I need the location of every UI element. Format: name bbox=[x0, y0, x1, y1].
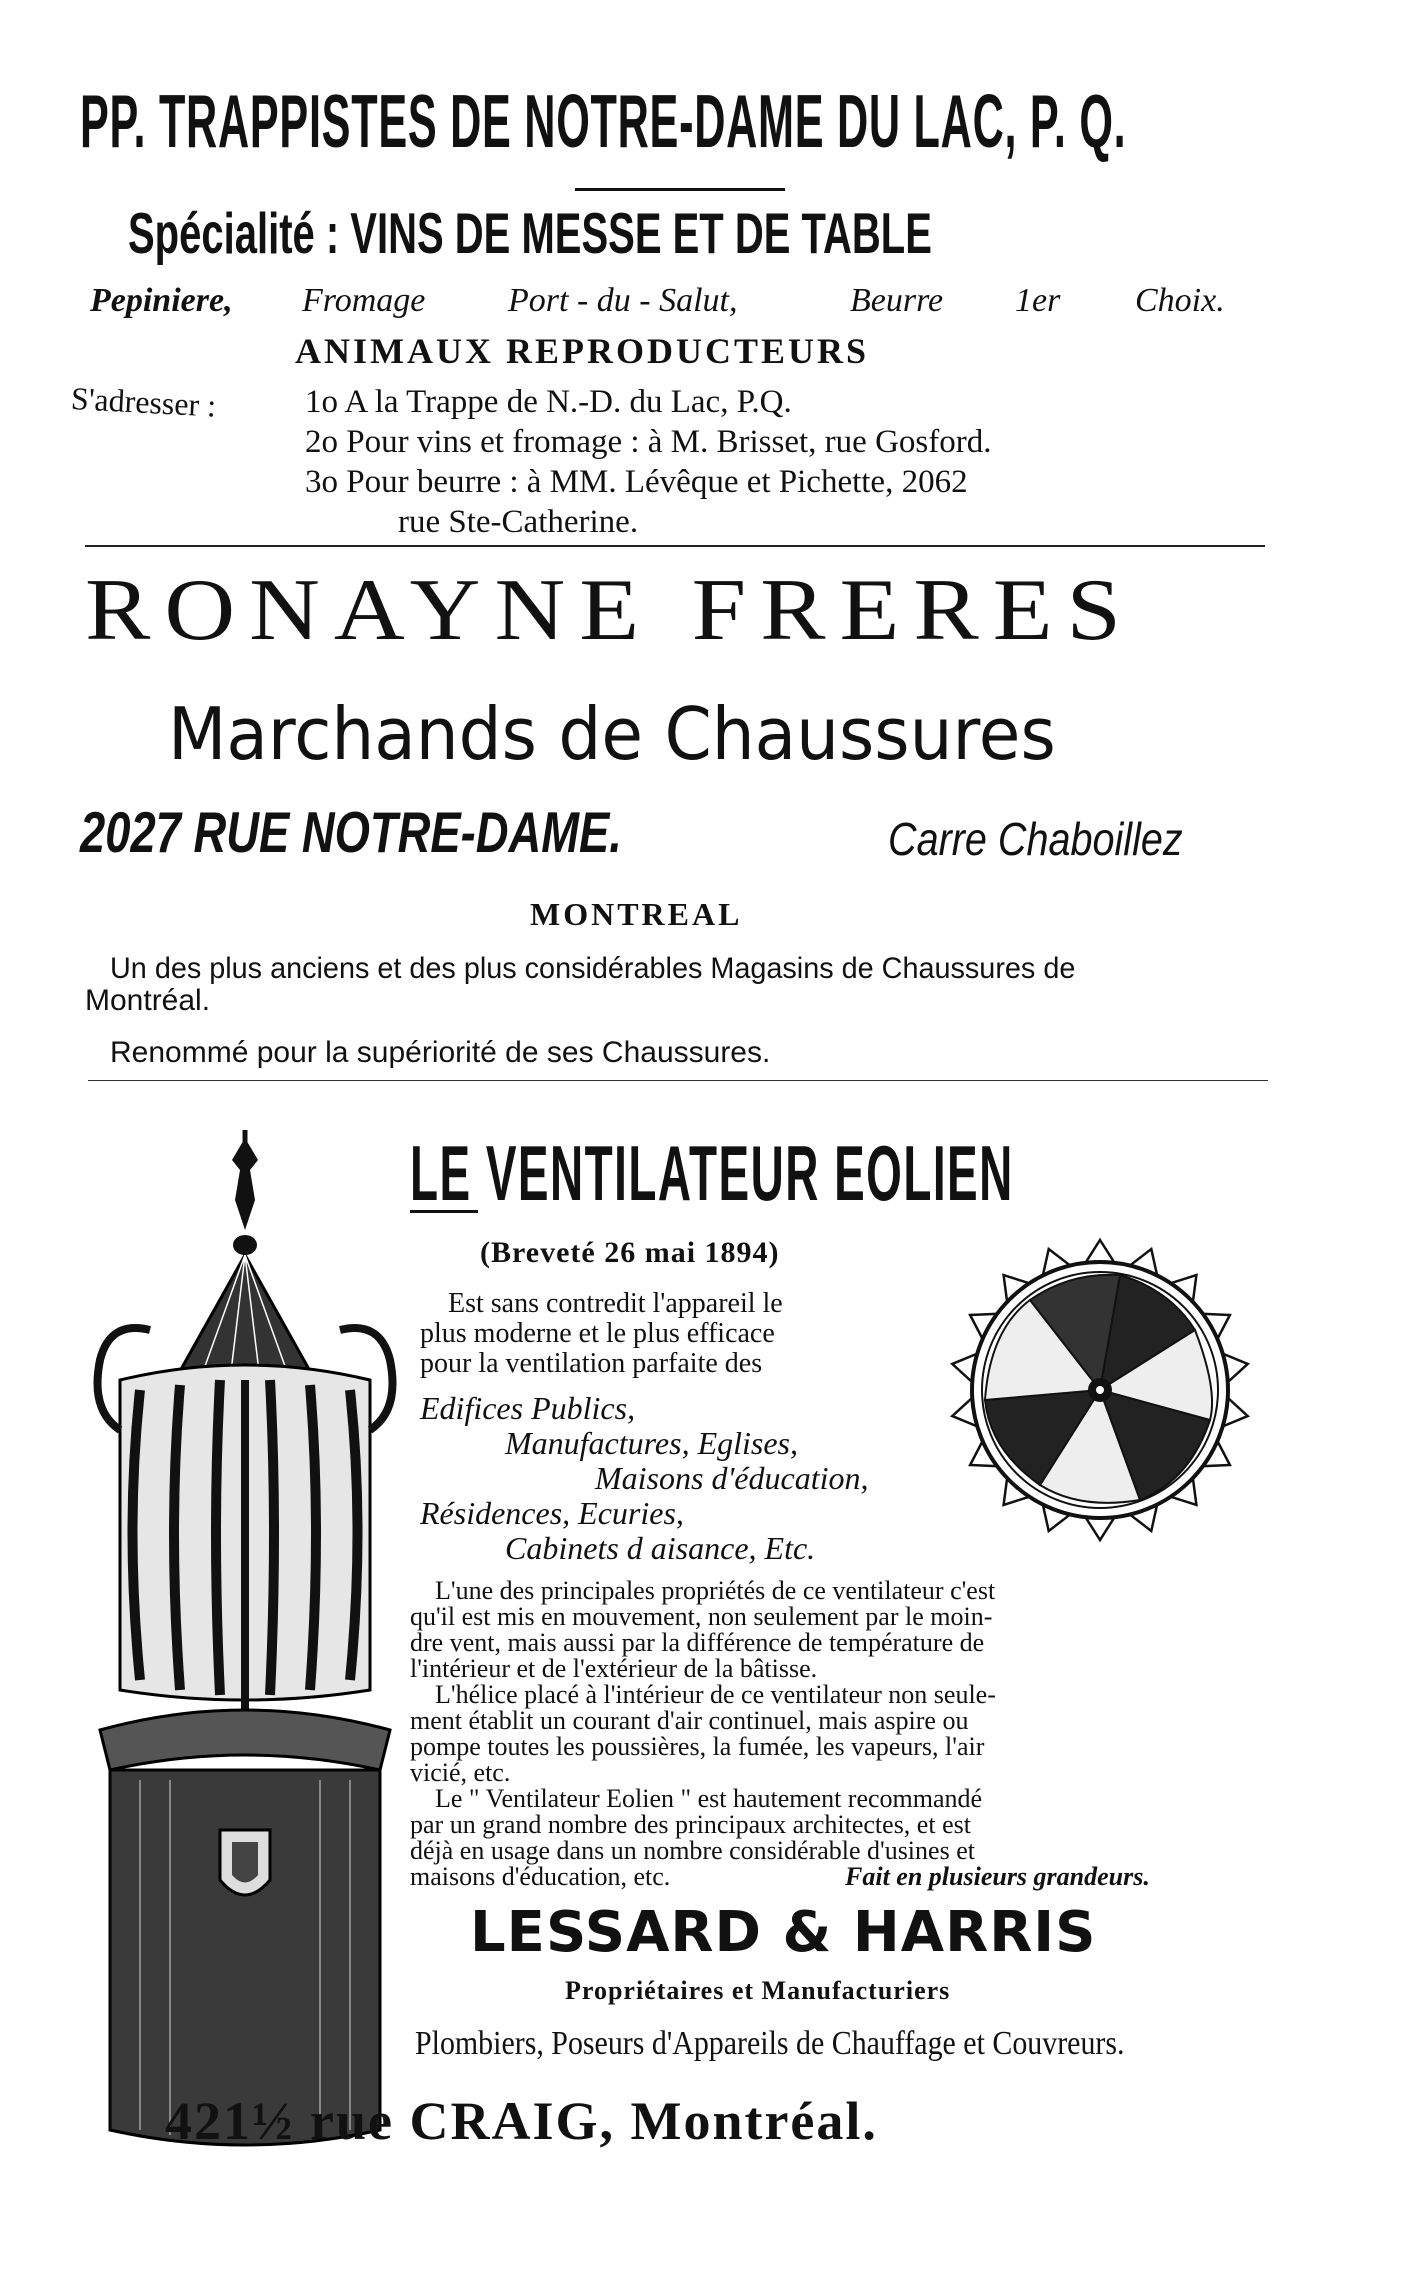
body-line-10: par un grand nombre des principaux architectes, et est bbox=[410, 1810, 971, 1839]
body-line-6: ment établit un courant d'air continuel, mais aspire ou bbox=[410, 1706, 969, 1735]
use-cabinets: Cabinets d aisance, Etc. bbox=[505, 1530, 816, 1566]
ronayne-line2: Renommé pour la supériorité de ses Chaussures. bbox=[110, 1036, 771, 1069]
animaux-heading: ANIMAUX REPRODUCTEURS bbox=[295, 331, 870, 371]
product-port-salut: Port - du - Salut, bbox=[508, 282, 738, 319]
grandeurs-note: Fait en plusieurs grandeurs. bbox=[845, 1862, 1150, 1891]
company-name: LESSARD & HARRIS bbox=[470, 1900, 1097, 1965]
address-line-2: 2o Pour vins et fromage : à M. Brisset, rue Gosford. bbox=[305, 424, 992, 460]
product-1er: 1er bbox=[1015, 282, 1061, 319]
ronayne-line1b: Montréal. bbox=[85, 984, 211, 1017]
ventilator-illustration bbox=[80, 1130, 410, 2150]
ronayne-address: 2027 RUE NOTRE-DAME. bbox=[80, 801, 622, 865]
address-line-3: 3o Pour beurre : à MM. Lévêque et Pichette, 2062 bbox=[305, 464, 968, 500]
divider-1 bbox=[85, 545, 1265, 547]
body-line-4: l'intérieur et de l'extérieur de la bâtisse. bbox=[410, 1654, 818, 1683]
ronayne-city: MONTREAL bbox=[530, 896, 743, 932]
product-choix: Choix. bbox=[1135, 282, 1225, 319]
ventilateur-title: LE VENTILATEUR EOLIEN bbox=[410, 1131, 1014, 1218]
use-manufactures: Manufactures, Eglises, bbox=[505, 1425, 798, 1461]
body-line-2: qu'il est mis en mouvement, non seulement par le moin- bbox=[410, 1602, 993, 1631]
body-line-1: L'une des principales propriétés de ce ventilateur c'est bbox=[435, 1576, 996, 1605]
use-residences: Résidences, Ecuries, bbox=[420, 1495, 684, 1531]
adresser-label: S'adresser : bbox=[70, 380, 218, 424]
ronayne-name: RONAYNE FRERES bbox=[85, 561, 1136, 659]
body-line-3: dre vent, mais aussi par la différence de température de bbox=[410, 1628, 985, 1657]
body-last-row bbox=[410, 1864, 1270, 1890]
divider-2 bbox=[88, 1080, 1268, 1081]
trades-line: Plombiers, Poseurs d'Appareils de Chauffage et Couvreurs. bbox=[415, 2025, 1125, 2062]
body-line-12: maisons d'éducation, etc. bbox=[410, 1862, 671, 1891]
product-fromage: Fromage bbox=[302, 282, 426, 319]
ronayne-trade: Marchands de Chaussures bbox=[168, 692, 1056, 776]
intro-line-3: pour la ventilation parfaite des bbox=[420, 1348, 763, 1379]
body-text bbox=[410, 1578, 1270, 1890]
ronayne-carre: Carre Chaboillez bbox=[888, 813, 1183, 865]
fan-wheel-illustration bbox=[950, 1230, 1250, 1550]
address-line-4: rue Ste-Catherine. bbox=[398, 504, 639, 540]
le-underline bbox=[410, 1210, 478, 1213]
title-underline bbox=[575, 188, 785, 191]
trappistes-title: PP. TRAPPISTES DE NOTRE-DAME DU LAC, P. Q. bbox=[80, 79, 1127, 163]
ronayne-line1: Un des plus anciens et des plus considérables Magasins de Chaussures de bbox=[110, 952, 1076, 985]
product-pepiniere: Pepiniere, bbox=[90, 282, 233, 319]
intro-line-1: Est sans contredit l'appareil le bbox=[448, 1288, 783, 1319]
craig-address: 421½ rue CRAIG, Montréal. bbox=[165, 2091, 878, 2151]
product-beurre: Beurre bbox=[850, 282, 944, 319]
intro-line-2: plus moderne et le plus efficace bbox=[420, 1318, 775, 1349]
brevete-line: (Breveté 26 mai 1894) bbox=[480, 1236, 780, 1269]
proprietaires-line: Propriétaires et Manufacturiers bbox=[565, 1976, 951, 2005]
body-line-7: pompe toutes les poussières, la fumée, les vapeurs, l'air bbox=[410, 1732, 985, 1761]
specialite-line: Spécialité : VINS DE MESSE ET DE TABLE bbox=[128, 201, 932, 266]
body-line-11: déjà en usage dans un nombre considérable d'usines et bbox=[410, 1836, 975, 1865]
body-line-8: vicié, etc. bbox=[410, 1758, 511, 1787]
body-line-5: L'hélice placé à l'intérieur de ce ventilateur non seule- bbox=[435, 1680, 996, 1709]
use-edifices: Edifices Publics, bbox=[420, 1390, 636, 1426]
use-maisons: Maisons d'éducation, bbox=[595, 1460, 869, 1496]
body-line-9: Le " Ventilateur Eolien " est hautement recommandé bbox=[435, 1784, 983, 1813]
address-line-1: 1o A la Trappe de N.-D. du Lac, P.Q. bbox=[305, 384, 792, 420]
